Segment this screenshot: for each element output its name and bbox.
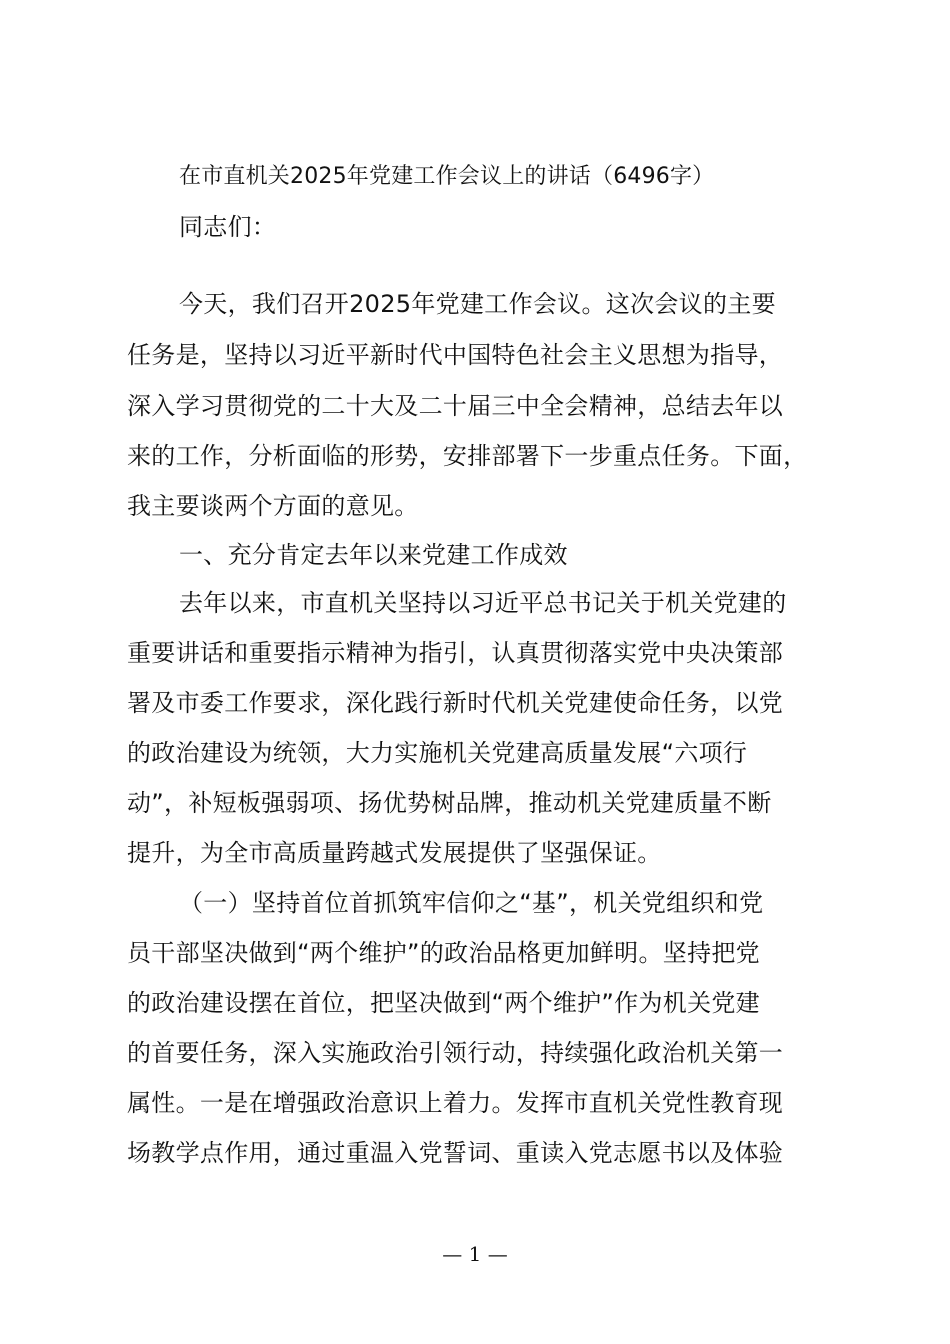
paragraph-line: 今天，我们召开2025年党建工作会议。这次会议的主要 xyxy=(179,290,776,318)
paragraph-line: 任务是，坚持以习近平新时代中国特色社会主义思想为指导， xyxy=(127,341,784,369)
paragraph-line: 的首要任务，深入实施政治引领行动，持续强化政治机关第一 xyxy=(127,1039,784,1067)
paragraph-line: 去年以来，市直机关坚持以习近平总书记关于机关党建的 xyxy=(179,589,787,617)
paragraph-line: （一）坚持首位首抓筑牢信仰之“基”，机关党组织和党 xyxy=(179,889,764,917)
paragraph-line: 动”，补短板强弱项、扬优势树品牌，推动机关党建质量不断 xyxy=(127,789,772,817)
document-title: 在市直机关2025年党建工作会议上的讲话（6496字） xyxy=(179,164,715,189)
paragraph-line: 属性。一是在增强政治意识上着力。发挥市直机关党性教育现 xyxy=(127,1089,784,1117)
paragraph-line: 员干部坚决做到“两个维护”的政治品格更加鲜明。坚持把党 xyxy=(127,939,760,967)
paragraph-line: 深入学习贯彻党的二十大及二十届三中全会精神，总结去年以 xyxy=(127,392,784,420)
page-number: — 1 — xyxy=(442,1242,508,1266)
paragraph-line: 我主要谈两个方面的意见。 xyxy=(127,492,419,520)
paragraph-line: 场教学点作用，通过重温入党誓词、重读入党志愿书以及体验 xyxy=(127,1139,784,1167)
section-heading: 一、充分肯定去年以来党建工作成效 xyxy=(179,541,568,569)
paragraph-line: 的政治建设为统领，大力实施机关党建高质量发展“六项行 xyxy=(127,739,748,767)
paragraph-line: 的政治建设摆在首位，把坚决做到“两个维护”作为机关党建 xyxy=(127,989,760,1017)
paragraph-line: 来的工作，分析面临的形势，安排部署下一步重点任务。下面， xyxy=(127,442,808,470)
paragraph-line: 提升，为全市高质量跨越式发展提供了坚强保证。 xyxy=(127,839,662,867)
paragraph-line: 重要讲话和重要指示精神为指引，认真贯彻落实党中央决策部 xyxy=(127,639,784,667)
salutation: 同志们： xyxy=(179,213,277,241)
paragraph-line: 署及市委工作要求，深化践行新时代机关党建使命任务，以党 xyxy=(127,689,784,717)
